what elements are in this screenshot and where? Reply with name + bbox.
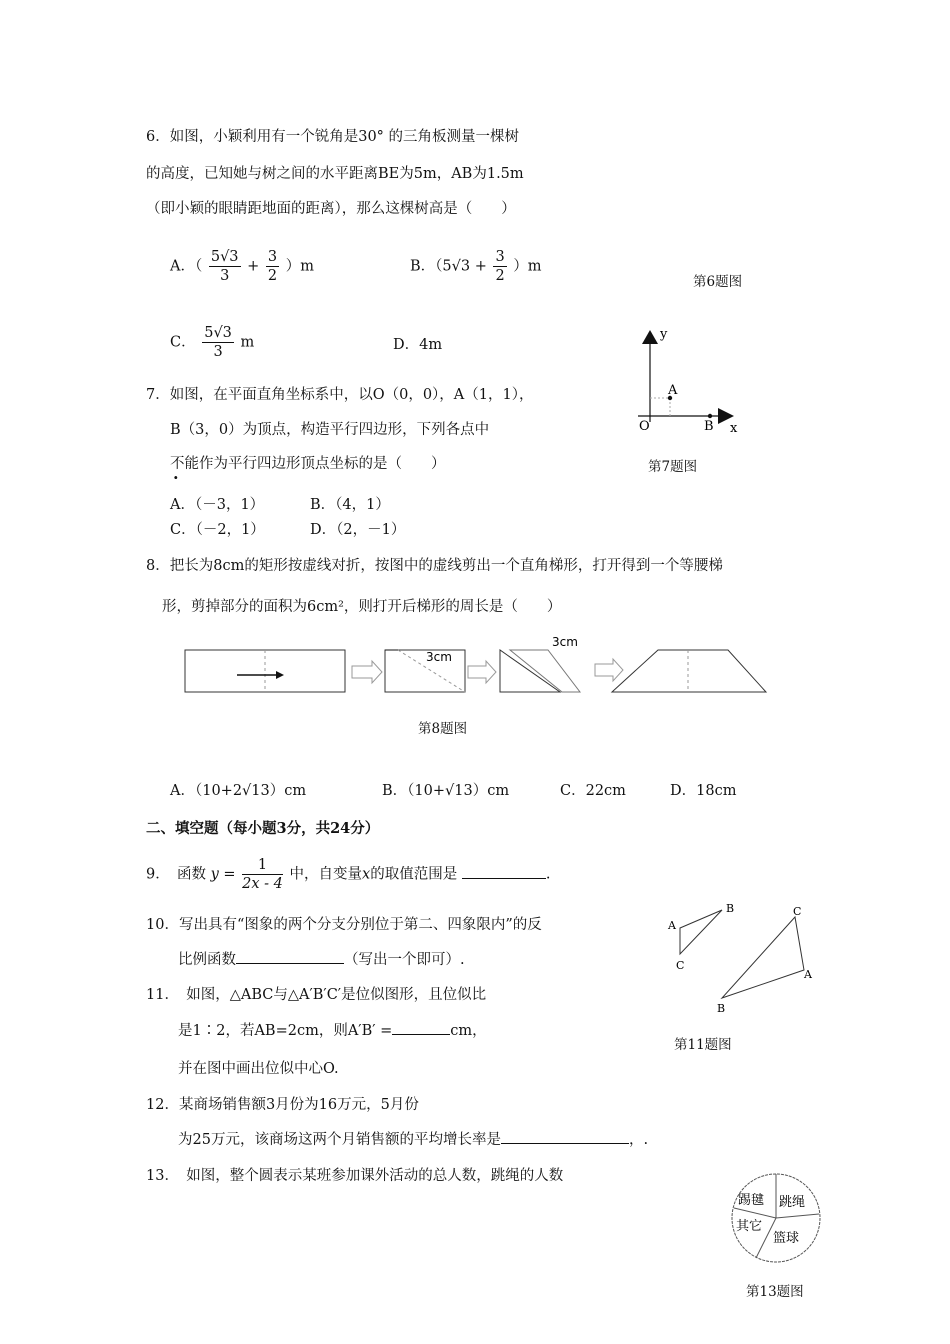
q6-option-a-suffix: ）m: [285, 258, 315, 275]
q6-option-a-frac1-den: 3: [220, 268, 230, 284]
q6-option-a-fraction2: [266, 248, 279, 285]
q9-end: .: [545, 866, 551, 883]
q7-point-b: [708, 414, 712, 418]
q6-option-b: [410, 248, 542, 285]
q7-label-y: y: [660, 327, 668, 342]
q8-line2: 形，剪掉部分的面积为6cm²，则打开后梯形的周长是（ ）: [162, 599, 562, 615]
q13-pie-label-qita: 其它: [736, 1219, 763, 1234]
q6-option-b-frac-den: 2: [495, 268, 505, 284]
q7-line3-rest: 作为平行四边形顶点坐标的是（ ）: [199, 456, 446, 472]
q9-y-eq: y =: [210, 866, 236, 883]
q8-option-c: C．22cm: [560, 783, 626, 799]
q7-line1: 7．如图，在平面直角坐标系中，以O（0，0），A（1，1），: [146, 387, 534, 403]
q12-line1: 12．某商场销售额3月份为16万元，5月份: [146, 1097, 419, 1113]
q10-line2-prefix: 比例函数: [178, 952, 236, 968]
q6-option-c-prefix: C．: [170, 334, 196, 351]
q10-line2-suffix: （写出一个即可）.: [344, 952, 465, 968]
q11-line1: 11． 如图，△ABC与△A′B′C′是位似图形，且位似比: [146, 987, 487, 1003]
q6-option-b-frac-num: 3: [495, 249, 505, 265]
q11-answer-blank[interactable]: [392, 1034, 450, 1035]
q11-line3: 并在图中画出位似中心O.: [178, 1061, 339, 1077]
q7-y-arrow: [642, 330, 658, 344]
q12-line2: [178, 1131, 648, 1149]
q7-option-b: B．（4，1）: [310, 497, 390, 513]
q8-trapezoid-full: [612, 650, 766, 692]
q8-figure: [180, 630, 770, 702]
q9-middle: 中，自变量: [289, 866, 363, 883]
q7-option-a: A．（－3，1）: [170, 497, 265, 513]
q9-frac-den: 2x - 4: [242, 876, 283, 892]
q8-step-arrow-1: [352, 661, 382, 683]
q6-option-a-frac1-num: 5√3: [210, 249, 239, 265]
q11-figure: [664, 898, 824, 1018]
q8-option-d: D．18cm: [670, 783, 737, 799]
q10-answer-blank[interactable]: [236, 963, 344, 964]
section2-title: 二、填空题（每小题3分，共24分）: [146, 820, 380, 837]
q12-answer-blank[interactable]: [501, 1143, 629, 1144]
q11-label-b2: B: [717, 1002, 726, 1015]
q6-option-a: [170, 248, 314, 285]
q8-label-3cm-1: 3cm: [426, 650, 452, 664]
q11-line2-suffix: cm，: [450, 1023, 487, 1039]
q6-option-a-prefix: A．（: [170, 258, 203, 275]
q11-small-triangle: [680, 910, 722, 954]
q9-fraction: [242, 856, 283, 893]
q8-step-arrow-2: [468, 661, 496, 683]
q8-trapezoid-half: [500, 650, 560, 692]
q6-option-c-frac-num: 5√3: [204, 325, 232, 341]
q11-line2: [178, 1022, 487, 1040]
q7-label-x: x: [730, 421, 738, 436]
q11-caption: 第11题图: [674, 1037, 732, 1053]
q11-large-triangle: [722, 917, 804, 998]
q9-frac-num: 1: [242, 856, 283, 875]
q10-line1: 10．写出具有“图象的两个分支分别位于第二、四象限内”的反: [146, 917, 542, 933]
q8-option-b: B．（10+√13）cm: [382, 783, 510, 799]
q11-label-c1: C: [676, 959, 685, 972]
q7-caption: 第7题图: [648, 459, 698, 475]
q7-label-b: B: [704, 419, 714, 434]
q6-option-a-plus: +: [247, 258, 260, 275]
q6-option-d: D．4m: [393, 337, 443, 353]
q6-option-c-suffix: m: [240, 334, 255, 351]
q6-option-c-frac-den: 3: [213, 344, 223, 360]
q9-answer-blank[interactable]: [462, 878, 546, 879]
q6-option-c-fraction: [202, 324, 234, 361]
q12-line2-prefix: 为25万元，该商场这两个月销售额的平均增长率是: [178, 1132, 501, 1148]
q10-line2: [178, 951, 465, 969]
q7-line3: [170, 455, 446, 473]
q8-step-arrow-3: [595, 659, 623, 681]
q6-caption: 第6题图: [693, 274, 743, 290]
q8-fold-arrow-head: [276, 671, 284, 679]
q7-line2: B（3，0）为顶点，构造平行四边形，下列各点中: [170, 422, 490, 438]
q13-line1: 13． 如图，整个圆表示某班参加课外活动的总人数，跳绳的人数: [146, 1168, 564, 1184]
q11-line2-prefix: 是1∶2，若AB=2cm，则A′B′ =: [178, 1023, 393, 1039]
q6-option-a-fraction1: [209, 248, 241, 285]
q9-var: x: [362, 866, 371, 883]
q6-line1: 6．如图，小颖利用有一个锐角是30° 的三角板测量一棵树: [146, 129, 520, 145]
q6-option-c: [170, 324, 254, 361]
q6-option-b-suffix: ）m: [513, 258, 542, 275]
q7-label-o: O: [639, 419, 650, 434]
q6-line2: 的高度，已知她与树之间的水平距离BE为5m，AB为1.5m: [146, 166, 524, 182]
q6-line3: （即小颖的眼睛距地面的距离），那么这棵树高是（ ）: [146, 201, 516, 217]
q13-pie-label-jianzi: 踢毽: [738, 1193, 765, 1208]
q11-label-a2: A: [804, 968, 812, 981]
q7-line3-emphasis: 不能: [170, 456, 199, 472]
q8-option-a: A．（10+2√13）cm: [170, 783, 307, 799]
q8-line1: 8．把长为8cm的矩形按虚线对折，按图中的虚线剪出一个直角梯形，打开得到一个等腰梯: [146, 558, 723, 574]
q9-line: [146, 856, 550, 893]
q6-option-b-prefix: B．（5√3 +: [410, 258, 487, 275]
q11-label-c2: C: [793, 905, 802, 918]
q13-pie-label-lanqiu: 篮球: [773, 1231, 800, 1246]
q13-pie-label-tiaosheng: 跳绳: [779, 1195, 806, 1210]
q7-label-a: A: [668, 383, 678, 398]
q8-cut-piece: [510, 650, 580, 692]
q13-caption: 第13题图: [746, 1284, 804, 1300]
q7-figure: [630, 322, 750, 437]
q9-prefix: 9． 函数: [146, 866, 206, 883]
q6-option-a-frac2-den: 2: [267, 268, 278, 284]
q13-pie-chart: [728, 1170, 824, 1266]
q8-caption: 第8题图: [418, 721, 468, 737]
q7-option-d: D．（2，－1）: [310, 522, 406, 538]
q11-label-a1: A: [668, 919, 676, 932]
q12-line2-suffix: ，.: [628, 1132, 649, 1148]
q9-suffix: 的取值范围是: [370, 866, 458, 883]
q8-rect-folded: [385, 650, 465, 692]
q6-option-a-frac2-num: 3: [267, 249, 278, 265]
q11-label-b1: B: [726, 902, 735, 915]
q7-option-c: C．（－2，1）: [170, 522, 265, 538]
q6-option-b-fraction: [493, 248, 506, 285]
q8-label-3cm-2: 3cm: [552, 635, 578, 649]
